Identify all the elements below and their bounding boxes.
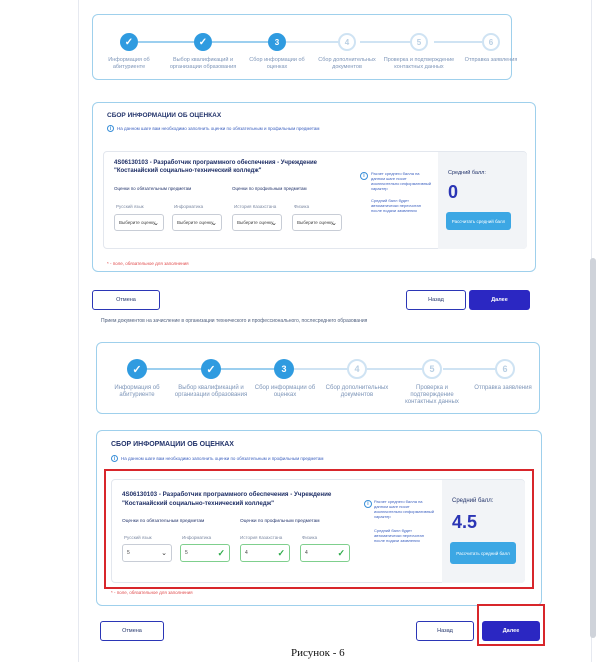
- mandatory-label: Оценки по обязательным предметам: [122, 519, 205, 524]
- step-connector: [443, 368, 497, 370]
- subject-label: Русский язык: [116, 204, 144, 209]
- step-4-circle[interactable]: 4: [338, 33, 356, 51]
- cancel-button[interactable]: Отмена: [92, 290, 160, 310]
- step-3-circle[interactable]: 3: [268, 33, 286, 51]
- step-connector: [293, 368, 355, 370]
- specialty-title: 4S06130103 - Разработчик программного обеспечения - Учреждение: [114, 160, 317, 166]
- step-5-circle[interactable]: 5: [422, 359, 442, 379]
- grade-select-history[interactable]: 4 ✓: [240, 544, 290, 562]
- next-button[interactable]: Далее: [482, 621, 540, 641]
- grade-select-russian[interactable]: Выберите оценку ⌄: [114, 214, 164, 231]
- step-3-circle[interactable]: 3: [274, 359, 294, 379]
- grade-select-physics[interactable]: 4 ✓: [300, 544, 350, 562]
- step-3-label: Сбор информации об оценках: [249, 57, 305, 70]
- grade-select-informatics[interactable]: 5 ✓: [180, 544, 230, 562]
- step-2-label: Выбор квалификаций и организации образования: [169, 57, 237, 70]
- back-button[interactable]: Назад: [416, 621, 474, 641]
- calculate-average-button[interactable]: Рассчитать средний балл: [446, 212, 511, 230]
- step-5-label: Проверка и подтверждение контактных данных: [405, 385, 459, 405]
- section-title: СБОР ИНФОРМАЦИИ ОБ ОЦЕНКАХ: [107, 112, 222, 119]
- step-5-circle[interactable]: 5: [410, 33, 428, 51]
- recalc-note: Средний балл будет автоматически пересчитан после подачи заявления: [371, 198, 421, 213]
- grade-select-russian[interactable]: 5 ⌄: [122, 544, 172, 562]
- average-note: Расчет среднего балла на данном шаге носит исключительно информативный характер: [371, 171, 432, 191]
- info-text: На данном шаге вам необходимо заполнить оценки по обязательным и профильным предметам: [121, 456, 324, 461]
- step-connector: [212, 41, 274, 43]
- grades-card-top: [92, 102, 536, 272]
- check-icon: ✓: [198, 36, 208, 48]
- back-button[interactable]: Назад: [406, 290, 466, 310]
- step-2-circle[interactable]: [201, 359, 221, 379]
- chevron-down-icon: ⌄: [271, 219, 277, 227]
- subject-label: Русский язык: [124, 535, 152, 540]
- required-note: * - поле, обязательное для заполнения: [107, 261, 189, 266]
- chevron-down-icon: ⌄: [153, 219, 159, 227]
- info-icon: i: [111, 455, 118, 462]
- info-icon: i: [107, 125, 114, 132]
- step-1-label: Информация об абитуриенте: [108, 57, 150, 70]
- college-name: "Костанайский социально-технический колледж": [114, 168, 262, 174]
- mandatory-label: Оценки по обязательным предметам: [114, 186, 192, 191]
- checkmark-icon: ✓: [337, 547, 345, 558]
- grade-select-informatics[interactable]: Выберите оценку ⌄: [172, 214, 222, 231]
- average-label: Средний балл:: [448, 170, 486, 176]
- step-2-label: Выбор квалификаций и организации образования: [174, 385, 248, 398]
- required-note: * - поле, обязательное для заполнения: [111, 590, 193, 595]
- step-4-circle[interactable]: 4: [347, 359, 367, 379]
- checkmark-icon: ✓: [217, 547, 225, 558]
- step-1-label: Информация об абитуриенте: [114, 385, 160, 398]
- scrollbar[interactable]: [590, 258, 596, 638]
- check-icon: ✓: [124, 36, 134, 48]
- info-icon: i: [364, 500, 372, 508]
- cancel-button[interactable]: Отмена: [100, 621, 164, 641]
- info-icon: i: [360, 172, 368, 180]
- step-6-circle[interactable]: 6: [495, 359, 515, 379]
- subject-label: Физика: [294, 204, 310, 209]
- profile-label: Оценки по профильным предметам: [240, 519, 320, 524]
- recalc-note: Средний балл будет автоматически пересчитан после подачи заявления: [374, 528, 424, 543]
- grade-select-physics[interactable]: Выберите оценку ⌄: [292, 214, 342, 231]
- page-description: Прием документов на зачисление в организации технического и профессионального, послесреднего образования: [101, 318, 368, 324]
- calculate-average-button[interactable]: Рассчитать средний балл: [450, 542, 516, 564]
- chevron-down-icon: ⌄: [331, 219, 337, 227]
- step-6-label: Отправка заявления: [464, 57, 518, 63]
- step-1-circle[interactable]: [120, 33, 138, 51]
- stepper-top: [92, 14, 518, 80]
- subject-label: Информатика: [182, 535, 212, 540]
- step-2-circle[interactable]: [194, 33, 212, 51]
- step-4-label: Сбор дополнительных документов: [325, 385, 389, 398]
- step-connector: [138, 41, 200, 43]
- chevron-down-icon: ⌄: [161, 550, 167, 557]
- info-line: [111, 455, 323, 462]
- step-connector: [434, 41, 482, 43]
- subject-label: История Казахстана: [240, 535, 283, 540]
- specialty-card: [103, 151, 527, 249]
- college-name: "Костанайский социально-технический колледж": [122, 500, 275, 507]
- step-connector: [145, 368, 209, 370]
- average-value: 0: [448, 182, 459, 202]
- info-line: [107, 125, 319, 132]
- checkmark-icon: ✓: [277, 547, 285, 558]
- section-title: СБОР ИНФОРМАЦИИ ОБ ОЦЕНКАХ: [111, 441, 234, 448]
- grade-select-history[interactable]: Выберите оценку ⌄: [232, 214, 282, 231]
- check-icon: ✓: [206, 363, 216, 376]
- next-button[interactable]: Далее: [469, 290, 530, 310]
- figure-caption: Рисунок - 6: [291, 647, 345, 659]
- average-value: 4.5: [452, 512, 478, 532]
- step-1-circle[interactable]: [127, 359, 147, 379]
- step-3-label: Сбор информации об оценках: [254, 385, 316, 398]
- stepper-bottom: [96, 342, 540, 414]
- subject-label: История Казахстана: [234, 204, 277, 209]
- specialty-title: 4S06130103 - Разработчик программного обеспечения - Учреждение: [122, 491, 332, 498]
- step-6-label: Отправка заявления: [474, 385, 532, 391]
- step-connector: [219, 368, 281, 370]
- step-6-circle[interactable]: 6: [482, 33, 500, 51]
- step-4-label: Сбор дополнительных документов: [318, 57, 376, 70]
- highlight-frame-grades: [104, 469, 534, 589]
- highlight-frame-next: [477, 604, 545, 646]
- average-label: Средний балл:: [452, 498, 494, 504]
- chevron-down-icon: ⌄: [211, 219, 217, 227]
- subject-label: Информатика: [174, 204, 204, 209]
- subject-label: Физика: [302, 535, 318, 540]
- info-text: На данном шаге вам необходимо заполнить оценки по обязательным и профильным предметам: [117, 126, 320, 131]
- check-icon: ✓: [132, 363, 142, 376]
- step-5-label: Проверка и подтверждение контактных данных: [383, 57, 455, 70]
- average-panel: [438, 152, 527, 249]
- profile-label: Оценки по профильным предметам: [232, 186, 307, 191]
- average-note: Расчет среднего балла на данном шаге носит исключительно информативный характер: [374, 499, 435, 519]
